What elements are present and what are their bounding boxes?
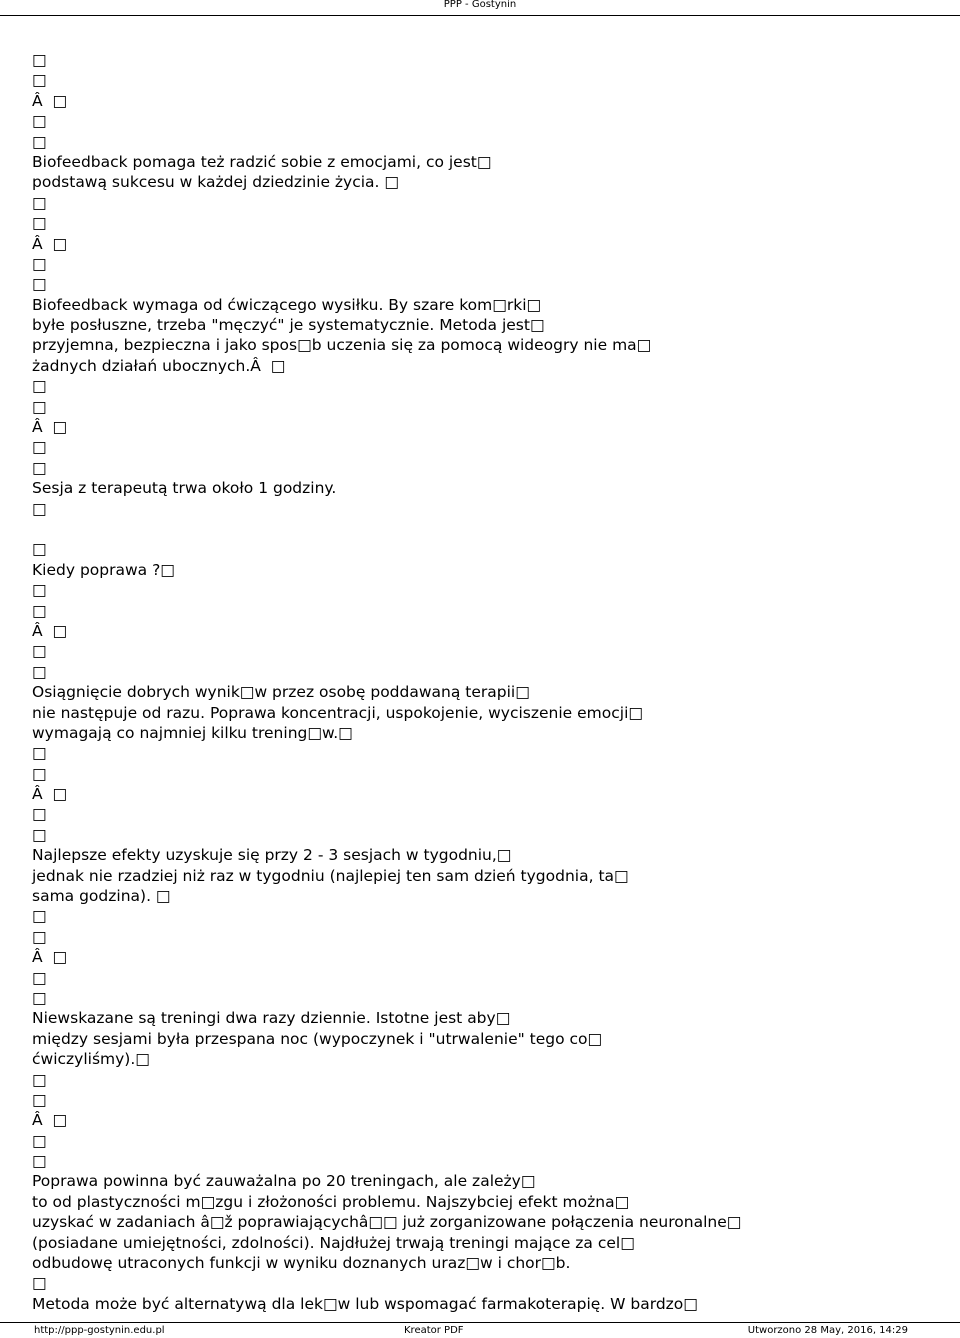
text-line: □ xyxy=(32,397,47,416)
text-line: □ xyxy=(32,112,47,131)
text-line: Metoda może być alternatywą dla lek□w lub wspomagać farmakoterapię. W bardzo□ xyxy=(32,1294,698,1313)
text-line: □ xyxy=(32,1152,47,1171)
text-line: □ xyxy=(32,907,47,926)
document-body xyxy=(32,50,932,1314)
text-line: Â □ xyxy=(32,785,68,804)
text-line: Â □ xyxy=(32,948,68,967)
text-line: Kiedy poprawa ?□ xyxy=(32,560,175,579)
text-line: Osiągnięcie dobrych wynik□w przez osobę poddawaną terapii□ xyxy=(32,683,530,702)
text-line: wymagają co najmniej kilku trening□w.□ xyxy=(32,723,353,742)
text-line: □ xyxy=(32,438,47,457)
text-line: □ xyxy=(32,51,47,69)
text-line xyxy=(32,519,932,539)
text-line: przyjemna, bezpieczna i jako spos□b uczenia się za pomocą wideogry nie ma□ xyxy=(32,336,652,355)
text-line: Najlepsze efekty uzyskuje się przy 2 - 3 sesjach w tygodniu,□ xyxy=(32,846,512,865)
text-line: □ xyxy=(32,540,47,559)
header-divider xyxy=(0,15,960,16)
text-line: to od plastyczności m□zgu i złożoności problemu. Najszybciej efekt można□ xyxy=(32,1192,630,1211)
header-title: PPP - Gostynin xyxy=(443,0,517,10)
text-line: □ xyxy=(32,254,47,273)
text-line: sama godzina). □ xyxy=(32,887,171,906)
text-line: byłe posłuszne, trzeba "męczyć" je systematycznie. Metoda jest□ xyxy=(32,316,545,335)
text-line: Â □ xyxy=(32,418,68,437)
footer-created-date: Utworzono 28 May, 2016, 14:29 xyxy=(747,1325,908,1336)
text-line: □ xyxy=(32,968,47,987)
text-line: Sesja z terapeutą trwa około 1 godziny. xyxy=(32,479,337,498)
text-line: Â □ xyxy=(32,234,68,253)
text-line: jednak nie rzadziej niż raz w tygodniu (najlepiej ten sam dzień tygodnia, ta□ xyxy=(32,866,629,885)
text-line: □ xyxy=(32,1274,47,1293)
text-line: □ xyxy=(32,458,47,477)
text-line: □ xyxy=(32,71,47,90)
text-line: □ xyxy=(32,805,47,824)
text-line: nie następuje od razu. Poprawa koncentracji, uspokojenie, wyciszenie emocji□ xyxy=(32,703,644,722)
text-line: uzyskać w zadaniach â□ž poprawiającychâ□□ już zorganizowane połączenia neuronalne□ xyxy=(32,1213,742,1232)
text-line: □ xyxy=(32,642,47,661)
text-line: □ xyxy=(32,1070,47,1089)
text-line: (posiadane umiejętności, zdolności). Najdłużej trwają treningi mające za cel□ xyxy=(32,1233,635,1252)
footer-url-link[interactable]: http://ppp-gostynin.edu.pl xyxy=(34,1325,165,1336)
text-line: Niewskazane są treningi dwa razy dziennie. Istotne jest aby□ xyxy=(32,1009,511,1028)
text-line: □ xyxy=(32,601,47,620)
text-line: Â □ xyxy=(32,621,68,640)
text-line: Biofeedback pomaga też radzić sobie z emocjami, co jest□ xyxy=(32,152,492,171)
text-line: □ xyxy=(32,764,47,783)
text-line: Biofeedback wymaga od ćwiczącego wysiłku. By szare kom□rki□ xyxy=(32,295,542,314)
text-line: Poprawa powinna być zauważalna po 20 treningach, ale zależy□ xyxy=(32,1172,536,1191)
text-line: □ xyxy=(32,1090,47,1109)
text-line: □ xyxy=(32,988,47,1007)
text-line: □ xyxy=(32,927,47,946)
text-line: □ xyxy=(32,825,47,844)
text-line: Â □ xyxy=(32,91,68,110)
text-line: □ xyxy=(32,132,47,151)
text-line: Â □ xyxy=(32,1111,68,1130)
text-line: żadnych działań ubocznych.Â □ xyxy=(32,356,286,375)
footer-creator: Kreator PDF xyxy=(404,1325,464,1336)
text-line: między sesjami była przespana noc (wypoczynek i "utrwalenie" tego co□ xyxy=(32,1029,603,1048)
page-header xyxy=(0,0,960,10)
text-line: □ xyxy=(32,744,47,763)
text-line: ćwiczyliśmy).□ xyxy=(32,1050,150,1069)
text-line: podstawą sukcesu w każdej dziedzinie życia. □ xyxy=(32,173,400,192)
footer-divider xyxy=(0,1322,960,1323)
text-line: □ xyxy=(32,581,47,600)
text-line: □ xyxy=(32,193,47,212)
text-line: □ xyxy=(32,377,47,396)
page-footer xyxy=(0,1325,960,1337)
text-line: □ xyxy=(32,214,47,233)
text-line: □ xyxy=(32,662,47,681)
text-line: □ xyxy=(32,1131,47,1150)
text-line: odbudowę utraconych funkcji w wyniku doznanych uraz□w i chor□b. xyxy=(32,1254,571,1273)
text-line: □ xyxy=(32,275,47,294)
text-line: □ xyxy=(32,499,47,518)
